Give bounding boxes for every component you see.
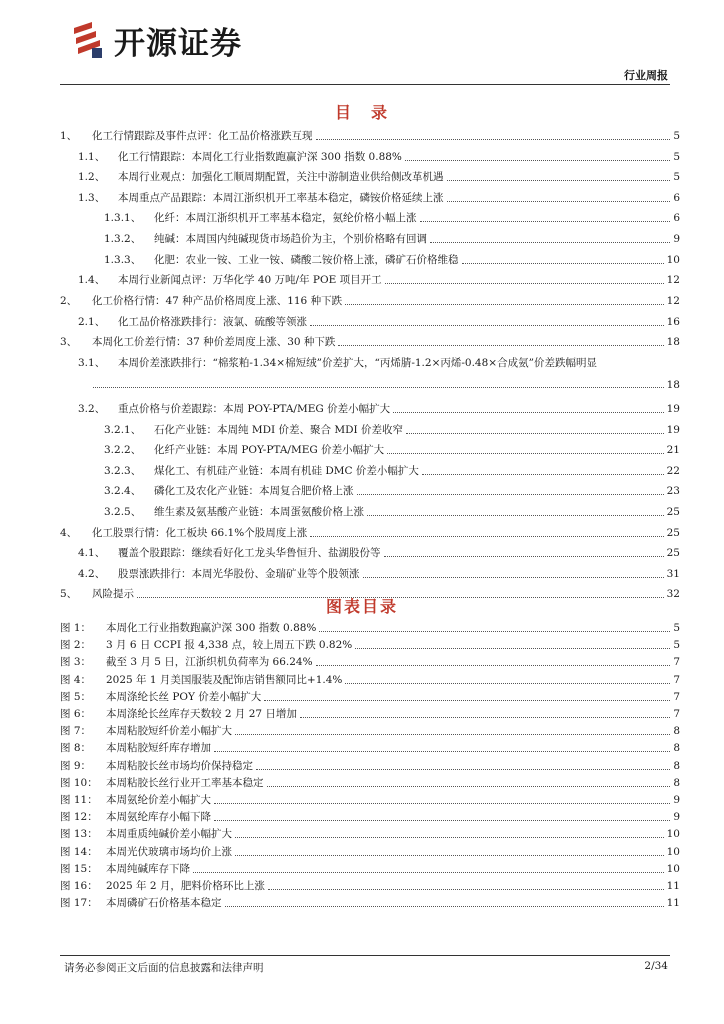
dot-leader	[357, 494, 664, 495]
toc-entry[interactable]	[60, 354, 680, 370]
toc-entry-number: 3.2.5、	[104, 506, 142, 518]
figure-entry-number: 图 8：	[60, 742, 92, 755]
company-name: 开源证券	[114, 25, 242, 62]
toc-entry-title: 化工品价格涨跌排行：液氯、硫酸等领涨	[118, 315, 307, 328]
dot-leader	[384, 556, 664, 557]
dot-leader	[214, 820, 670, 821]
dot-leader	[420, 221, 671, 222]
toc-entry-title: 化工行情跟踪及事件点评：化工品价格涨跌互现	[92, 130, 313, 142]
toc-entry[interactable]	[60, 565, 680, 581]
toc-entry-page: 25	[666, 506, 680, 518]
toc-entry-number: 3、	[60, 336, 78, 349]
dot-leader	[355, 648, 670, 649]
figure-entry-number: 图 7：	[60, 725, 92, 738]
toc-entry-page: 22	[666, 464, 680, 477]
toc-entry[interactable]	[60, 544, 680, 560]
toc-entry-page: 25	[666, 526, 680, 539]
figure-entry-title: 本周粘胶短纤库存增加	[106, 742, 211, 755]
figure-entry-number: 图 6：	[60, 708, 92, 720]
footer-page-number: 2/34	[644, 960, 668, 972]
figure-entry-page: 11	[666, 880, 680, 892]
dot-leader	[345, 683, 670, 684]
toc-entry-title: 化纤产业链：本周 POY-PTA/MEG 价差小幅扩大	[154, 444, 385, 457]
figure-entry-title: 本周粘胶长丝市场均价保持稳定	[106, 759, 253, 772]
dot-leader	[338, 345, 663, 346]
figure-entry-title: 本周纯碱库存下降	[106, 862, 190, 875]
dot-leader	[193, 872, 664, 873]
toc-entry[interactable]	[60, 400, 680, 416]
toc-entry-number: 1.2、	[78, 171, 106, 184]
toc-entry-page: 9	[673, 233, 680, 245]
toc-entry-number: 1、	[60, 130, 78, 142]
figure-entry[interactable]	[60, 860, 680, 876]
toc-entry-title: 风险提示	[92, 588, 134, 601]
toc-entry-title: 本周化工价差行情：37 种价差周度上涨、30 种下跌	[92, 336, 336, 349]
toc-entry-page: 31	[666, 567, 680, 580]
toc-entry-number: 4.2、	[78, 567, 106, 580]
figure-entry-page: 8	[673, 776, 680, 789]
dot-leader	[300, 717, 670, 718]
dot-leader	[462, 263, 664, 264]
figure-entry[interactable]	[60, 774, 680, 790]
toc-entry-page: 16	[666, 315, 680, 328]
figure-entry-number: 图 5：	[60, 690, 92, 703]
toc-entry-number: 1.1、	[78, 150, 106, 163]
figure-entry-title: 本周涤纶长丝 POY 价差小幅扩大	[106, 690, 262, 703]
figure-entry-title: 本周涤纶长丝库存天数较 2 月 27 日增加	[106, 708, 297, 720]
toc-entry[interactable]	[60, 441, 680, 457]
dot-leader	[430, 242, 670, 243]
figure-entry-title: 本周粘胶长丝行业开工率基本稳定	[106, 776, 264, 789]
dot-leader	[267, 786, 671, 787]
footer-disclaimer: 请务必参阅正文后面的信息披露和法律声明	[64, 962, 264, 974]
figure-entry-number: 图 15：	[60, 862, 98, 875]
figure-entry-title: 本周氨纶库存小幅下降	[106, 811, 211, 824]
toc-title: 目 录	[334, 103, 389, 122]
figures-title: 图表目录	[325, 597, 398, 616]
toc-entry-title: 重点价格与价差跟踪：本周 POY-PTA/MEG 价差小幅扩大	[118, 403, 391, 415]
figure-entry-title: 本周磷矿石价格基本稳定	[106, 897, 222, 910]
figure-entry[interactable]	[60, 653, 680, 669]
figure-entry-number: 图 16：	[60, 880, 98, 892]
toc-entry-title: 纯碱：本周国内纯碱现货市场趋价为主，个别价格略有回调	[154, 233, 427, 245]
figure-entry-title: 3 月 6 日 CCPI 报 4,338 点，较上周五下跌 0.82%	[106, 639, 353, 652]
dot-leader	[387, 453, 664, 454]
figure-entry[interactable]	[60, 619, 680, 635]
toc-entry-title: 覆盖个股跟踪：继续看好化工龙头华鲁恒升、盐湖股份等	[118, 547, 381, 560]
toc-entry-number: 5、	[60, 588, 78, 601]
figure-entry[interactable]	[60, 894, 680, 910]
figure-entry-number: 图 14：	[60, 845, 98, 858]
figure-entry-number: 图 11：	[60, 794, 98, 806]
figure-entry[interactable]	[60, 808, 680, 824]
toc-entry[interactable]	[60, 313, 680, 329]
dot-leader	[405, 160, 670, 161]
figure-entry[interactable]	[60, 739, 680, 755]
toc-entry-number: 2.1、	[78, 315, 106, 328]
toc-entry-title: 化工股票行情：化工板块 66.1%个股周度上涨	[92, 526, 308, 539]
figure-entry-number: 图 17：	[60, 897, 98, 910]
figure-entry-page: 9	[673, 794, 680, 806]
dot-leader	[214, 803, 670, 804]
figure-entry-page: 10	[666, 862, 680, 875]
figure-entry[interactable]	[60, 688, 680, 704]
toc-entry-page: 19	[666, 403, 680, 415]
toc-entry-page: 6	[673, 191, 680, 204]
figure-entry[interactable]	[60, 636, 680, 652]
figure-entry-number: 图 12：	[60, 811, 98, 824]
dot-leader	[268, 889, 664, 890]
toc-entry-number: 1.3.1、	[104, 212, 142, 225]
page-header	[0, 0, 724, 92]
figure-entry-title: 本周光伏玻璃市场均价上涨	[106, 845, 232, 858]
dot-leader	[393, 412, 664, 413]
toc-entry-number: 3.2.4、	[104, 485, 142, 498]
toc-entry[interactable]	[60, 462, 680, 478]
figure-entry-page: 8	[673, 725, 680, 738]
toc-entry-page: 5	[673, 171, 680, 184]
toc-entry-page: 18	[666, 379, 680, 391]
toc-entry-title: 煤化工、有机硅产业链：本周有机硅 DMC 价差小幅扩大	[154, 464, 419, 477]
company-logo	[72, 20, 242, 60]
figure-entry-page: 5	[673, 639, 680, 652]
toc-entry[interactable]	[60, 482, 680, 498]
toc-entry-number: 4.1、	[78, 547, 106, 560]
toc-entry-page: 12	[666, 295, 680, 308]
figure-entry[interactable]	[60, 843, 680, 859]
header-divider	[60, 84, 670, 85]
dot-leader	[367, 515, 664, 516]
toc-entry[interactable]	[60, 292, 680, 308]
dot-leader	[385, 283, 664, 284]
figure-entry-page: 5	[673, 622, 680, 634]
toc-entry-page: 12	[666, 274, 680, 287]
dot-leader	[310, 325, 664, 326]
figure-entry-title: 截至 3 月 5 日，江浙织机负荷率为 66.24%	[106, 656, 313, 669]
dot-leader	[447, 201, 671, 202]
toc-entry-page: 18	[666, 336, 680, 349]
toc-entry-page: 25	[666, 547, 680, 560]
dot-leader	[422, 474, 664, 475]
dot-leader	[264, 700, 670, 701]
figure-entry-page: 7	[673, 673, 680, 686]
toc-entry-title: 股票涨跌排行：本周光华股份、金瑞矿业等个股领涨	[118, 567, 360, 580]
toc-entry-page: 23	[666, 485, 680, 498]
dot-leader	[345, 304, 664, 305]
toc-entry[interactable]	[60, 524, 680, 540]
dot-leader	[235, 837, 664, 838]
toc-entry-number: 1.3.2、	[104, 233, 142, 245]
toc-entry-title: 维生素及氨基酸产业链：本周蛋氨酸价格上涨	[154, 506, 364, 518]
toc-entry-page: 32	[666, 588, 680, 601]
toc-entry[interactable]	[60, 421, 680, 437]
dot-leader	[256, 769, 670, 770]
dot-leader	[214, 751, 670, 752]
toc-entry-title: 本周重点产品跟踪：本周江浙织机开工率基本稳定，磷铵价格延续上涨	[118, 191, 444, 204]
toc-entry-number: 1.4、	[78, 274, 106, 287]
toc-entry-title: 本周价差涨跌排行：“棉浆粕-1.34×棉短绒”价差扩大，“丙烯腈-1.2×丙烯-0.48×合成氨”价差跌幅明显	[118, 357, 597, 369]
dot-leader	[225, 906, 664, 907]
toc-entry[interactable]	[60, 148, 680, 164]
toc-entry-title: 磷化工及农化产业链：本周复合肥价格上涨	[154, 485, 354, 498]
toc-entry-number: 3.2.3、	[104, 464, 142, 477]
toc-entry-title: 化工行情跟踪：本周化工行业指数跑赢沪深 300 指数 0.88%	[118, 150, 402, 163]
toc-entry-continuation	[90, 375, 680, 391]
figure-entry[interactable]	[60, 671, 680, 687]
dot-leader	[235, 855, 664, 856]
toc-entry-title: 本周行业观点：加强化工顺周期配置，关注中游制造业供给侧改革机遇	[118, 171, 444, 184]
figure-entry[interactable]	[60, 825, 680, 841]
figure-entry-page: 10	[666, 828, 680, 841]
figure-entry-title: 2025 年 1 月美国服装及配饰店销售额同比+1.4%	[106, 673, 343, 686]
toc-entry[interactable]	[60, 209, 680, 225]
figure-entry-page: 8	[673, 759, 680, 772]
figure-entry-title: 本周粘胶短纤价差小幅扩大	[106, 725, 232, 738]
dot-leader	[235, 734, 670, 735]
toc-entry-page: 6	[673, 212, 680, 225]
toc-entry-page: 10	[666, 253, 680, 266]
figure-entry-number: 图 9：	[60, 759, 92, 772]
toc-entry[interactable]	[60, 127, 680, 143]
figure-entry-page: 11	[666, 897, 680, 910]
toc-entry-number: 3.1、	[78, 357, 106, 369]
toc-entry[interactable]	[60, 333, 680, 349]
dot-leader	[316, 665, 671, 666]
toc-entry-title: 化纤：本周江浙织机开工率基本稳定，氨纶价格小幅上涨	[154, 212, 417, 225]
toc-entry-page: 21	[666, 444, 680, 457]
figure-entry-title: 本周重质纯碱价差小幅扩大	[106, 828, 232, 841]
report-type-label: 行业周报	[624, 69, 668, 82]
figure-entry-page: 10	[666, 845, 680, 858]
figure-entry-page: 8	[673, 742, 680, 755]
toc-entry[interactable]	[60, 503, 680, 519]
dot-leader	[93, 387, 664, 388]
toc-entry[interactable]	[60, 168, 680, 184]
dot-leader	[316, 139, 671, 140]
dot-leader	[310, 536, 663, 537]
toc-entry-number: 4、	[60, 526, 78, 539]
figure-entry-title: 本周化工行业指数跑赢沪深 300 指数 0.88%	[106, 622, 317, 634]
dot-leader	[319, 631, 670, 632]
figure-entry-title: 2025 年 2 月，肥料价格环比上涨	[106, 880, 265, 892]
toc-entry-page: 5	[673, 150, 680, 163]
toc-entry-number: 2、	[60, 295, 78, 308]
figure-entry-page: 7	[673, 708, 680, 720]
toc-entry-page: 19	[666, 423, 680, 436]
toc-entry-number: 3.2.2、	[104, 444, 142, 457]
figure-entry-number: 图 1：	[60, 622, 92, 634]
figure-entry-title: 本周氨纶价差小幅扩大	[106, 794, 211, 806]
toc-entry-number: 1.3.3、	[104, 253, 142, 266]
figure-entry[interactable]	[60, 722, 680, 738]
dot-leader	[447, 180, 671, 181]
figure-entry-page: 9	[673, 811, 680, 824]
toc-entry-number: 3.2、	[78, 403, 106, 415]
figure-entry[interactable]	[60, 791, 680, 807]
toc-entry-page: 5	[673, 130, 680, 142]
figure-entry[interactable]	[60, 757, 680, 773]
figure-entry[interactable]	[60, 877, 680, 893]
figure-entry-page: 7	[673, 690, 680, 703]
toc-entry-title: 本周行业新闻点评：万华化学 40 万吨/年 POE 项目开工	[118, 274, 382, 287]
toc-entry-title: 石化产业链：本周纯 MDI 价差、聚合 MDI 价差收窄	[154, 423, 403, 436]
toc-entry-title: 化肥：农业一铵、工业一铵、磷酸二铵价格上涨，磷矿石价格维稳	[154, 253, 459, 266]
figure-entry-number: 图 3：	[60, 656, 92, 669]
toc-entry-number: 3.2.1、	[104, 423, 142, 436]
toc-entry-title: 化工价格行情：47 种产品价格周度上涨、116 种下跌	[92, 295, 343, 308]
toc-entry[interactable]	[60, 230, 680, 246]
figure-entry[interactable]	[60, 705, 680, 721]
toc-entry[interactable]	[60, 189, 680, 205]
figure-entry-number: 图 10：	[60, 776, 98, 789]
figure-entry-number: 图 2：	[60, 639, 92, 652]
kaiyuan-logo-icon	[72, 20, 106, 60]
figure-entry-number: 图 4：	[60, 673, 92, 686]
toc-entry[interactable]	[60, 271, 680, 287]
figure-entry-page: 7	[673, 656, 680, 669]
figure-entry-number: 图 13：	[60, 828, 98, 841]
footer-divider	[60, 955, 670, 956]
toc-entry-number: 1.3、	[78, 191, 106, 204]
dot-leader	[406, 433, 664, 434]
dot-leader	[363, 577, 664, 578]
toc-entry[interactable]	[60, 251, 680, 267]
